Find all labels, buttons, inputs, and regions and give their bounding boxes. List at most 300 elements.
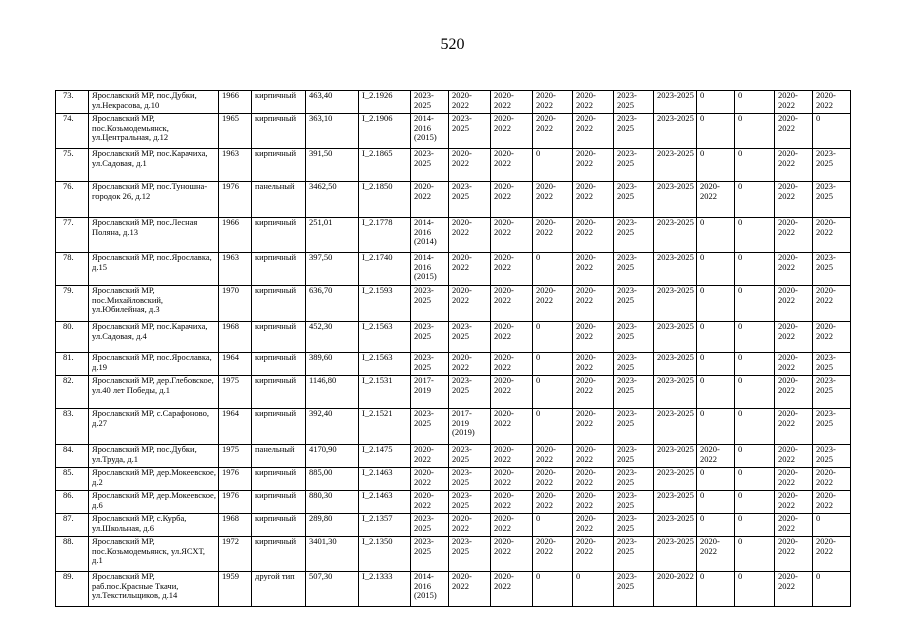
cell-period-1: 2020-2022	[411, 445, 449, 468]
cell-address: Ярославский МР, с.Сарафоново, д.27	[89, 409, 219, 445]
cell-row-number: 73.	[56, 91, 89, 114]
cell-period-5: 2020-2022	[573, 376, 614, 409]
cell-row-number: 89.	[56, 572, 89, 607]
cell-period-11: 2020-2022	[813, 286, 851, 322]
cell-period-2: 2020-2022	[449, 572, 491, 607]
cell-code: I_2.1906	[359, 114, 411, 149]
cell-year-built: 1964	[219, 353, 252, 376]
cell-code: I_2.1563	[359, 322, 411, 353]
cell-row-number: 78.	[56, 253, 89, 286]
cell-period-2: 2023-2025	[449, 114, 491, 149]
cell-row-number: 80.	[56, 322, 89, 353]
cell-period-7: 2023-2025	[654, 218, 697, 253]
cell-code: I_2.1463	[359, 468, 411, 491]
cell-code: I_2.1563	[359, 353, 411, 376]
cell-period-11: 2023-2025	[813, 253, 851, 286]
cell-period-7: 2023-2025	[654, 322, 697, 353]
cell-period-11: 2023-2025	[813, 182, 851, 218]
cell-period-2: 2020-2022	[449, 514, 491, 537]
cell-period-5: 2020-2022	[573, 253, 614, 286]
cell-address: Ярославский МР, раб.пос.Красные Ткачи, ул.Текстильщиков, д.14	[89, 572, 219, 607]
table-row	[56, 572, 851, 607]
cell-period-6: 2023-2025	[614, 376, 654, 409]
cell-period-9: 0	[735, 322, 775, 353]
cell-year-built: 1966	[219, 91, 252, 114]
cell-year-built: 1963	[219, 253, 252, 286]
cell-code: I_2.1357	[359, 514, 411, 537]
cell-period-5: 2020-2022	[573, 322, 614, 353]
cell-period-6: 2023-2025	[614, 409, 654, 445]
cell-period-2: 2020-2022	[449, 149, 491, 182]
cell-row-number: 82.	[56, 376, 89, 409]
cell-period-9: 0	[735, 286, 775, 322]
cell-period-4: 2020-2022	[533, 468, 573, 491]
cell-period-5: 2020-2022	[573, 409, 614, 445]
cell-period-11: 2020-2022	[813, 322, 851, 353]
cell-row-number: 76.	[56, 182, 89, 218]
cell-wall-material: кирпичный	[252, 468, 306, 491]
cell-period-6: 2023-2025	[614, 91, 654, 114]
cell-period-5: 2020-2022	[573, 114, 614, 149]
cell-area: 389,60	[306, 353, 359, 376]
cell-area: 3401,30	[306, 537, 359, 572]
cell-period-4: 0	[533, 149, 573, 182]
cell-period-2: 2023-2025	[449, 537, 491, 572]
cell-period-7: 2023-2025	[654, 445, 697, 468]
cell-period-1: 2023-2025	[411, 149, 449, 182]
table-row	[56, 149, 851, 182]
table-row	[56, 491, 851, 514]
cell-code: I_2.1850	[359, 182, 411, 218]
cell-period-11: 2023-2025	[813, 445, 851, 468]
cell-address: Ярославский МР, дер.Мокеевское, д.2	[89, 468, 219, 491]
cell-code: I_2.1521	[359, 409, 411, 445]
table-row	[56, 514, 851, 537]
cell-address: Ярославский МР, пос.Ярославка, д.15	[89, 253, 219, 286]
cell-period-2: 2020-2022	[449, 91, 491, 114]
cell-period-7: 2023-2025	[654, 353, 697, 376]
cell-period-7: 2023-2025	[654, 91, 697, 114]
cell-period-9: 0	[735, 514, 775, 537]
cell-period-7: 2023-2025	[654, 376, 697, 409]
table-row	[56, 409, 851, 445]
cell-year-built: 1976	[219, 468, 252, 491]
cell-period-5: 2020-2022	[573, 182, 614, 218]
cell-period-3: 2020-2022	[491, 322, 533, 353]
cell-code: I_2.1740	[359, 253, 411, 286]
cell-address: Ярославский МР, пос.Михайловский, ул.Юбилейная, д.3	[89, 286, 219, 322]
cell-period-10: 2020-2022	[775, 376, 813, 409]
cell-period-8: 0	[697, 286, 735, 322]
cell-address: Ярославский МР, пос.Дубки, ул.Труда, д.1	[89, 445, 219, 468]
cell-period-10: 2020-2022	[775, 537, 813, 572]
cell-address: Ярославский МР, пос.Ярославка, д.19	[89, 353, 219, 376]
cell-address: Ярославский МР, пос.Козьмодемьянск, ул.ЯСХТ, д.1	[89, 537, 219, 572]
cell-period-2: 2023-2025	[449, 182, 491, 218]
cell-period-5: 2020-2022	[573, 353, 614, 376]
cell-code: I_2.1926	[359, 91, 411, 114]
cell-period-8: 2020-2022	[697, 182, 735, 218]
cell-period-10: 2020-2022	[775, 491, 813, 514]
cell-period-9: 0	[735, 149, 775, 182]
cell-wall-material: кирпичный	[252, 514, 306, 537]
cell-area: 397,50	[306, 253, 359, 286]
cell-area: 363,10	[306, 114, 359, 149]
table-row	[56, 537, 851, 572]
cell-period-7: 2020-2022	[654, 572, 697, 607]
cell-wall-material: кирпичный	[252, 149, 306, 182]
cell-wall-material: кирпичный	[252, 491, 306, 514]
cell-period-8: 2020-2022	[697, 445, 735, 468]
cell-address: Ярославский МР, дер.Мокеевское, д.6	[89, 491, 219, 514]
cell-period-1: 2023-2025	[411, 91, 449, 114]
cell-area: 4170,90	[306, 445, 359, 468]
cell-period-10: 2020-2022	[775, 149, 813, 182]
cell-period-7: 2023-2025	[654, 149, 697, 182]
cell-period-8: 0	[697, 376, 735, 409]
cell-address: Ярославский МР, пос.Дубки, ул.Некрасова, д.10	[89, 91, 219, 114]
cell-period-4: 0	[533, 514, 573, 537]
cell-code: I_2.1350	[359, 537, 411, 572]
cell-period-7: 2023-2025	[654, 468, 697, 491]
cell-period-6: 2023-2025	[614, 353, 654, 376]
cell-period-4: 0	[533, 376, 573, 409]
cell-area: 392,40	[306, 409, 359, 445]
cell-period-1: 2023-2025	[411, 353, 449, 376]
cell-wall-material: кирпичный	[252, 218, 306, 253]
cell-period-8: 0	[697, 491, 735, 514]
cell-period-9: 0	[735, 91, 775, 114]
cell-period-4: 0	[533, 409, 573, 445]
table-row	[56, 468, 851, 491]
cell-code: I_2.1475	[359, 445, 411, 468]
cell-period-1: 2023-2025	[411, 514, 449, 537]
cell-row-number: 86.	[56, 491, 89, 514]
cell-period-3: 2020-2022	[491, 149, 533, 182]
table-row	[56, 353, 851, 376]
cell-period-3: 2020-2022	[491, 376, 533, 409]
cell-period-1: 2017-2019	[411, 376, 449, 409]
cell-code: I_2.1778	[359, 218, 411, 253]
cell-period-1: 2020-2022	[411, 491, 449, 514]
cell-period-2: 2020-2022	[449, 353, 491, 376]
cell-period-4: 2020-2022	[533, 91, 573, 114]
cell-period-6: 2023-2025	[614, 218, 654, 253]
cell-period-5: 2020-2022	[573, 218, 614, 253]
cell-period-11: 2023-2025	[813, 376, 851, 409]
cell-period-10: 2020-2022	[775, 91, 813, 114]
cell-area: 880,30	[306, 491, 359, 514]
cell-address: Ярославский МР, пос.Карачиха, ул.Садовая, д.1	[89, 149, 219, 182]
cell-period-11: 2020-2022	[813, 491, 851, 514]
cell-period-6: 2023-2025	[614, 468, 654, 491]
cell-period-2: 2017-2019 (2019)	[449, 409, 491, 445]
cell-period-5: 0	[573, 572, 614, 607]
cell-year-built: 1964	[219, 409, 252, 445]
cell-period-3: 2020-2022	[491, 353, 533, 376]
cell-period-8: 0	[697, 353, 735, 376]
cell-period-8: 0	[697, 572, 735, 607]
cell-area: 251,01	[306, 218, 359, 253]
cell-period-5: 2020-2022	[573, 149, 614, 182]
cell-period-8: 0	[697, 514, 735, 537]
cell-period-5: 2020-2022	[573, 445, 614, 468]
cell-period-5: 2020-2022	[573, 491, 614, 514]
cell-period-9: 0	[735, 253, 775, 286]
cell-year-built: 1976	[219, 491, 252, 514]
cell-period-4: 2020-2022	[533, 491, 573, 514]
cell-period-8: 0	[697, 149, 735, 182]
cell-period-9: 0	[735, 376, 775, 409]
cell-year-built: 1968	[219, 514, 252, 537]
cell-year-built: 1970	[219, 286, 252, 322]
cell-code: I_2.1333	[359, 572, 411, 607]
cell-wall-material: кирпичный	[252, 91, 306, 114]
cell-area: 452,30	[306, 322, 359, 353]
cell-period-6: 2023-2025	[614, 514, 654, 537]
cell-period-3: 2020-2022	[491, 409, 533, 445]
cell-area: 1146,80	[306, 376, 359, 409]
cell-period-3: 2020-2022	[491, 114, 533, 149]
cell-period-5: 2020-2022	[573, 537, 614, 572]
cell-wall-material: кирпичный	[252, 409, 306, 445]
cell-row-number: 75.	[56, 149, 89, 182]
cell-period-5: 2020-2022	[573, 286, 614, 322]
cell-period-8: 0	[697, 91, 735, 114]
cell-period-2: 2023-2025	[449, 468, 491, 491]
cell-period-9: 0	[735, 445, 775, 468]
cell-period-11: 2020-2022	[813, 468, 851, 491]
cell-period-3: 2020-2022	[491, 91, 533, 114]
table-row	[56, 182, 851, 218]
cell-period-8: 0	[697, 409, 735, 445]
cell-period-9: 0	[735, 491, 775, 514]
cell-year-built: 1963	[219, 149, 252, 182]
cell-year-built: 1976	[219, 182, 252, 218]
cell-period-7: 2023-2025	[654, 182, 697, 218]
cell-period-6: 2023-2025	[614, 537, 654, 572]
cell-period-2: 2023-2025	[449, 322, 491, 353]
cell-period-10: 2020-2022	[775, 409, 813, 445]
cell-area: 3462,50	[306, 182, 359, 218]
cell-period-5: 2020-2022	[573, 514, 614, 537]
cell-row-number: 79.	[56, 286, 89, 322]
table-row	[56, 445, 851, 468]
cell-period-7: 2023-2025	[654, 409, 697, 445]
cell-period-4: 2020-2022	[533, 114, 573, 149]
cell-period-7: 2023-2025	[654, 114, 697, 149]
cell-period-6: 2023-2025	[614, 572, 654, 607]
cell-period-11: 0	[813, 514, 851, 537]
cell-period-1: 2023-2025	[411, 409, 449, 445]
cell-period-11: 0	[813, 114, 851, 149]
cell-period-1: 2020-2022	[411, 468, 449, 491]
cell-area: 885,00	[306, 468, 359, 491]
cell-address: Ярославский МР, с.Курба, ул.Школьная, д.6	[89, 514, 219, 537]
cell-period-1: 2014-2016 (2014)	[411, 218, 449, 253]
cell-period-9: 0	[735, 353, 775, 376]
cell-row-number: 85.	[56, 468, 89, 491]
cell-code: I_2.1463	[359, 491, 411, 514]
cell-period-10: 2020-2022	[775, 114, 813, 149]
cell-period-11: 2023-2025	[813, 149, 851, 182]
cell-period-9: 0	[735, 572, 775, 607]
cell-period-7: 2023-2025	[654, 514, 697, 537]
cell-period-7: 2023-2025	[654, 286, 697, 322]
cell-period-9: 0	[735, 114, 775, 149]
cell-address: Ярославский МР, пос.Лесная Поляна, д.13	[89, 218, 219, 253]
cell-row-number: 84.	[56, 445, 89, 468]
cell-year-built: 1968	[219, 322, 252, 353]
cell-address: Ярославский МР, дер.Глебовское, ул.40 лет Победы, д.1	[89, 376, 219, 409]
cell-wall-material: панельный	[252, 445, 306, 468]
table-row	[56, 218, 851, 253]
cell-period-11: 2023-2025	[813, 353, 851, 376]
cell-period-1: 2020-2022	[411, 182, 449, 218]
cell-period-10: 2020-2022	[775, 286, 813, 322]
cell-period-10: 2020-2022	[775, 445, 813, 468]
table-row	[56, 114, 851, 149]
cell-address: Ярославский МР, пос.Карачиха, ул.Садовая, д.4	[89, 322, 219, 353]
cell-period-6: 2023-2025	[614, 149, 654, 182]
table-row	[56, 286, 851, 322]
cell-period-8: 0	[697, 253, 735, 286]
cell-year-built: 1965	[219, 114, 252, 149]
cell-area: 391,50	[306, 149, 359, 182]
cell-period-1: 2023-2025	[411, 286, 449, 322]
cell-period-3: 2020-2022	[491, 514, 533, 537]
cell-period-9: 0	[735, 182, 775, 218]
cell-area: 289,80	[306, 514, 359, 537]
cell-period-2: 2023-2025	[449, 445, 491, 468]
cell-period-10: 2020-2022	[775, 218, 813, 253]
cell-period-11: 0	[813, 572, 851, 607]
cell-address: Ярославский МР, пос.Туношна-городок 26, д.12	[89, 182, 219, 218]
cell-period-3: 2020-2022	[491, 286, 533, 322]
cell-period-4: 2020-2022	[533, 218, 573, 253]
cell-period-3: 2020-2022	[491, 253, 533, 286]
cell-period-6: 2023-2025	[614, 253, 654, 286]
cell-row-number: 74.	[56, 114, 89, 149]
cell-period-6: 2023-2025	[614, 286, 654, 322]
cell-period-10: 2020-2022	[775, 253, 813, 286]
cell-period-7: 2023-2025	[654, 253, 697, 286]
cell-row-number: 87.	[56, 514, 89, 537]
cell-period-11: 2023-2025	[813, 409, 851, 445]
cell-year-built: 1972	[219, 537, 252, 572]
cell-period-4: 2020-2022	[533, 537, 573, 572]
cell-period-10: 2020-2022	[775, 322, 813, 353]
cell-period-2: 2020-2022	[449, 253, 491, 286]
cell-area: 636,70	[306, 286, 359, 322]
cell-area: 507,30	[306, 572, 359, 607]
cell-period-4: 0	[533, 322, 573, 353]
cell-wall-material: панельный	[252, 182, 306, 218]
cell-period-4: 0	[533, 572, 573, 607]
cell-period-4: 0	[533, 353, 573, 376]
cell-period-6: 2023-2025	[614, 445, 654, 468]
cell-wall-material: другой тип	[252, 572, 306, 607]
table-row	[56, 91, 851, 114]
cell-period-9: 0	[735, 468, 775, 491]
cell-year-built: 1959	[219, 572, 252, 607]
cell-period-5: 2020-2022	[573, 468, 614, 491]
cell-period-11: 2020-2022	[813, 218, 851, 253]
cell-period-3: 2020-2022	[491, 445, 533, 468]
cell-year-built: 1966	[219, 218, 252, 253]
cell-period-4: 2020-2022	[533, 286, 573, 322]
cell-period-8: 0	[697, 322, 735, 353]
cell-period-2: 2023-2025	[449, 376, 491, 409]
cell-wall-material: кирпичный	[252, 253, 306, 286]
cell-period-4: 2020-2022	[533, 445, 573, 468]
cell-row-number: 83.	[56, 409, 89, 445]
cell-period-1: 2014-2016 (2015)	[411, 572, 449, 607]
cell-period-2: 2023-2025	[449, 491, 491, 514]
cell-period-8: 0	[697, 218, 735, 253]
page-number: 520	[440, 36, 465, 53]
cell-period-10: 2020-2022	[775, 182, 813, 218]
cell-period-4: 0	[533, 253, 573, 286]
cell-wall-material: кирпичный	[252, 537, 306, 572]
cell-period-10: 2020-2022	[775, 572, 813, 607]
cell-year-built: 1975	[219, 445, 252, 468]
cell-period-1: 2014-2016 (2015)	[411, 114, 449, 149]
cell-period-3: 2020-2022	[491, 491, 533, 514]
cell-period-8: 0	[697, 468, 735, 491]
cell-year-built: 1975	[219, 376, 252, 409]
cell-period-6: 2023-2025	[614, 322, 654, 353]
cell-period-3: 2020-2022	[491, 468, 533, 491]
cell-period-7: 2023-2025	[654, 491, 697, 514]
cell-period-6: 2023-2025	[614, 114, 654, 149]
cell-wall-material: кирпичный	[252, 114, 306, 149]
cell-row-number: 77.	[56, 218, 89, 253]
cell-period-6: 2023-2025	[614, 182, 654, 218]
cell-period-3: 2020-2022	[491, 572, 533, 607]
cell-code: I_2.1593	[359, 286, 411, 322]
cell-period-6: 2023-2025	[614, 491, 654, 514]
cell-period-3: 2020-2022	[491, 218, 533, 253]
housing-table	[55, 90, 851, 607]
cell-period-1: 2014-2016 (2015)	[411, 253, 449, 286]
cell-period-11: 2020-2022	[813, 537, 851, 572]
cell-period-9: 0	[735, 218, 775, 253]
cell-address: Ярославский МР, пос.Козьмодемьянск, ул.Центральная, д.12	[89, 114, 219, 149]
cell-period-5: 2020-2022	[573, 91, 614, 114]
cell-period-10: 2020-2022	[775, 468, 813, 491]
cell-code: I_2.1865	[359, 149, 411, 182]
cell-period-7: 2023-2025	[654, 537, 697, 572]
cell-period-3: 2020-2022	[491, 182, 533, 218]
cell-wall-material: кирпичный	[252, 286, 306, 322]
cell-wall-material: кирпичный	[252, 322, 306, 353]
cell-period-2: 2020-2022	[449, 218, 491, 253]
cell-period-10: 2020-2022	[775, 353, 813, 376]
cell-period-10: 2020-2022	[775, 514, 813, 537]
table-row	[56, 253, 851, 286]
cell-wall-material: кирпичный	[252, 353, 306, 376]
table-row	[56, 322, 851, 353]
cell-row-number: 81.	[56, 353, 89, 376]
cell-period-4: 2020-2022	[533, 182, 573, 218]
cell-period-11: 2020-2022	[813, 91, 851, 114]
cell-area: 463,40	[306, 91, 359, 114]
cell-period-2: 2020-2022	[449, 286, 491, 322]
cell-period-1: 2023-2025	[411, 322, 449, 353]
cell-period-9: 0	[735, 537, 775, 572]
cell-code: I_2.1531	[359, 376, 411, 409]
